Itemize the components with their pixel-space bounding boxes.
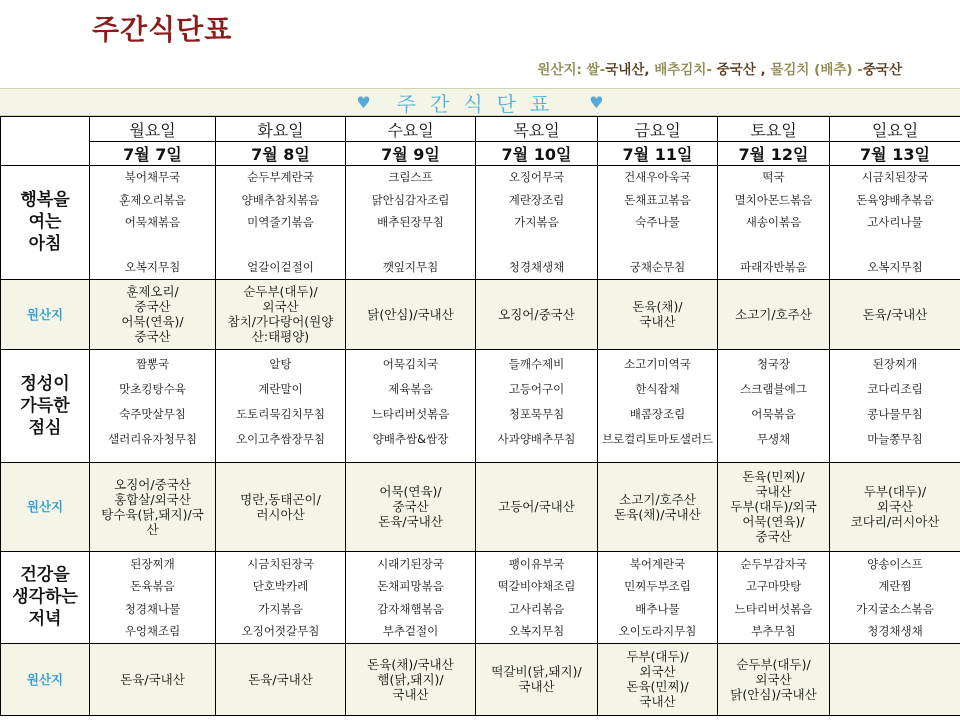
dish-item: 우엉채조림	[124, 624, 181, 638]
dish-item: 도토리묵김치무침	[236, 406, 325, 421]
dish-cell	[830, 349, 960, 462]
dish-item: 된장찌개	[130, 556, 175, 571]
origin-line: 순두부(대두)/	[736, 656, 811, 672]
origin-line: 햄(닭,돼지)/	[377, 671, 444, 687]
origin-note-rice: 국내산,	[605, 62, 650, 78]
dish-item: 고등어구이	[508, 381, 565, 396]
day-header: 일요일	[830, 117, 960, 142]
dish-item: 부추겉절이	[382, 624, 439, 638]
origin-cell	[346, 643, 476, 715]
origin-line: 두부(대두)/	[863, 484, 927, 499]
origin-line: 돈육(채)/국내산	[614, 506, 701, 522]
dinner-origin-row	[1, 643, 960, 715]
dish-item: 가지굴소스볶음	[856, 601, 934, 616]
breakfast-label	[1, 166, 90, 280]
dish-item: 건새우아욱국	[624, 170, 691, 184]
dish-cell	[90, 166, 216, 280]
day-header: 금요일	[598, 117, 718, 142]
dish-item: 오징어무국	[508, 170, 565, 184]
dish-item: 사과양배추무침	[497, 431, 576, 446]
dish-item: 감자채햄볶음	[377, 601, 444, 616]
dish-item: 짬뽕국	[135, 356, 170, 371]
lunch-label	[1, 349, 90, 462]
dish-item: 코다리조림	[867, 381, 923, 396]
dish-cell	[346, 349, 476, 462]
dish-cell	[830, 166, 960, 280]
origin-line: 참치/가다랑어(원양	[227, 314, 334, 329]
day-header: 토요일	[718, 117, 830, 142]
dish-item: 돈채표고볶음	[624, 192, 691, 207]
dish-cell	[598, 166, 718, 280]
dinner-row	[1, 551, 960, 643]
origin-cell	[598, 462, 718, 551]
origin-line: 중국산	[392, 499, 429, 514]
origin-line: 닭(안심)/국내산	[730, 686, 817, 702]
origin-cell	[718, 643, 830, 715]
origin-line: 외국산	[639, 664, 676, 679]
breakfast-row	[1, 166, 960, 280]
dish-item: 오복지무침	[124, 260, 181, 274]
origin-line: 돈육/국내산	[120, 671, 185, 687]
dish-item: 어묵볶음	[751, 406, 796, 421]
day-header-row	[1, 117, 960, 142]
dish-item: 샐러리유자청무침	[108, 431, 197, 446]
origin-cell	[90, 643, 216, 715]
dish-spacer	[718, 234, 829, 257]
origin-line: 산:태평양)	[251, 329, 310, 344]
origin-line: 소고기/호주산	[619, 491, 696, 507]
dish-cell	[598, 349, 718, 462]
dish-item: 청포묵무침	[508, 406, 565, 421]
date-header: 7월 13일	[830, 142, 960, 166]
origin-line: 국내산	[639, 314, 676, 329]
dish-item: 훈제오리볶음	[119, 192, 186, 207]
origin-line: 돈육(채)/국내산	[367, 656, 454, 672]
day-header: 수요일	[346, 117, 476, 142]
dish-item: 떡국	[762, 170, 785, 184]
dish-item: 시래기된장국	[377, 556, 444, 571]
origin-line: 순두부(대두)/	[243, 284, 318, 299]
label-line: 아침	[28, 234, 62, 255]
dish-item: 시금치된장국	[861, 170, 929, 184]
origin-cell	[830, 643, 960, 715]
origin-cell	[718, 279, 830, 349]
dinner-label	[1, 551, 90, 643]
origin-line: 외국산	[755, 671, 792, 687]
dish-item: 오징어젓갈무침	[241, 624, 320, 638]
dish-item: 미역줄기볶음	[247, 215, 314, 229]
day-header: 월요일	[90, 117, 216, 142]
dish-item: 고사리나물	[867, 215, 923, 229]
dish-spacer	[216, 234, 345, 257]
label-line: 원산지	[26, 671, 64, 687]
origin-line: 두부(대두)/외국	[730, 499, 817, 514]
dish-item: 양배추참치볶음	[241, 192, 320, 207]
dish-item: 스크램블에그	[740, 381, 807, 396]
dish-item: 계란말이	[258, 381, 303, 396]
dish-spacer	[90, 234, 215, 257]
dish-item: 북어채무국	[124, 170, 181, 184]
dish-item: 알탕	[269, 356, 292, 371]
origin-line: 떡갈비(닭,돼지)/	[491, 664, 582, 679]
origin-cell	[830, 462, 960, 551]
dish-item: 파래자반볶음	[740, 260, 807, 274]
origin-line: 국내산	[755, 484, 792, 499]
origin-cell	[476, 643, 598, 715]
dinner-origin-label	[1, 643, 90, 715]
origin-cell	[346, 279, 476, 349]
origin-cell	[216, 279, 346, 349]
dish-cell	[476, 166, 598, 280]
label-line: 원산지	[26, 499, 64, 514]
origin-line: 닭(안심)/국내산	[367, 306, 454, 322]
dish-item: 깻잎지무침	[382, 260, 439, 274]
dish-item: 소고기미역국	[624, 356, 691, 371]
day-header: 화요일	[216, 117, 346, 142]
dish-item: 돈육양배추볶음	[856, 192, 934, 207]
origin-line: 돈육(민찌)/	[626, 679, 689, 694]
dish-item: 배추된장무침	[377, 215, 444, 229]
dish-item: 배추나물	[635, 601, 680, 616]
dish-spacer	[598, 234, 717, 257]
origin-note-prefix: 원산지: 쌀-	[537, 62, 606, 78]
day-header: 목요일	[476, 117, 598, 142]
corner-cell	[1, 117, 90, 166]
dish-item: 단호박카레	[252, 579, 309, 593]
origin-note	[537, 58, 902, 78]
dish-item: 고구마맛탕	[745, 579, 802, 593]
dish-item: 순두부계란국	[247, 170, 314, 184]
dish-item: 양송이스프	[867, 556, 923, 571]
dish-item: 들깨수제비	[508, 356, 565, 371]
origin-line: 국내산	[392, 686, 429, 702]
origin-cell	[598, 643, 718, 715]
dish-item: 브로컬리토마토샐러드	[601, 431, 714, 446]
dish-item: 순두부감자국	[740, 556, 807, 571]
origin-line: 오징어/중국산	[114, 476, 191, 492]
dish-item: 오복지무침	[508, 624, 565, 638]
dish-cell	[346, 166, 476, 280]
dish-item: 마늘쫑무침	[867, 431, 923, 446]
dish-item: 가지볶음	[514, 215, 559, 229]
dish-item: 어묵김치국	[382, 356, 439, 371]
label-line: 행복을	[20, 190, 70, 211]
weekly-menu-table	[0, 116, 960, 716]
origin-cell	[216, 643, 346, 715]
date-header: 7월 12일	[718, 142, 830, 166]
lunch-origin-label	[1, 462, 90, 551]
dish-item: 가지볶음	[258, 601, 303, 616]
label-line: 생각하는	[12, 587, 78, 607]
dish-cell	[216, 551, 346, 643]
origin-line: 어묵(연육)/	[379, 484, 442, 499]
dish-item: 팽이유부국	[508, 556, 565, 571]
dish-item: 오이도라지무침	[618, 624, 697, 638]
origin-line: 중국산	[134, 299, 171, 314]
dish-item: 부추무침	[751, 624, 796, 638]
origin-line: 돈육/국내산	[378, 514, 443, 529]
label-line: 건강을	[20, 565, 70, 585]
dish-item: 느타리버섯볶음	[371, 406, 450, 421]
origin-line: 돈육(민찌)/	[742, 469, 805, 484]
date-header: 7월 8일	[216, 142, 346, 166]
dish-item: 북어계란국	[629, 556, 686, 571]
dish-item: 새송이볶음	[745, 215, 802, 229]
origin-line: 어묵(연육)/	[121, 314, 184, 329]
dish-cell	[598, 551, 718, 643]
dish-item: 청경채생채	[867, 624, 923, 638]
dish-item: 고사리볶음	[508, 601, 565, 616]
page-title: 주간식단표	[92, 13, 233, 46]
origin-line: 중국산	[755, 529, 792, 544]
origin-note-kimchi: 중국산 ,	[716, 62, 766, 78]
dish-item: 돈채피망볶음	[377, 579, 444, 593]
dish-item: 청경채생채	[508, 260, 565, 274]
dish-cell	[90, 349, 216, 462]
label-line: 원산지	[26, 306, 64, 322]
label-line: 점심	[28, 417, 62, 438]
dish-cell	[216, 166, 346, 280]
heart-icon: ♥	[356, 92, 371, 112]
origin-cell	[90, 279, 216, 349]
dish-cell	[346, 551, 476, 643]
dish-item: 청국장	[756, 356, 791, 371]
origin-cell	[718, 462, 830, 551]
lunch-origin-row	[1, 462, 960, 551]
origin-cell	[830, 279, 960, 349]
dish-item: 한식잡채	[635, 381, 680, 396]
dish-item: 민찌두부조림	[624, 579, 691, 593]
dish-item: 계란장조림	[508, 192, 565, 207]
dish-item: 궁채순무침	[629, 260, 686, 274]
origin-line: 홍합살/외국산	[114, 491, 191, 507]
dish-cell	[476, 551, 598, 643]
origin-line: 돈육(채)/	[632, 299, 683, 314]
dish-cell	[718, 166, 830, 280]
origin-line: 돈육/국내산	[862, 306, 928, 322]
dish-item: 제육볶음	[388, 381, 433, 396]
breakfast-origin-row	[1, 279, 960, 349]
dish-item: 시금치된장국	[247, 556, 314, 571]
dish-cell	[90, 551, 216, 643]
dish-item: 어묵채볶음	[124, 215, 181, 229]
date-header-row	[1, 142, 960, 166]
origin-line: 러시아산	[256, 506, 305, 522]
origin-line: 외국산	[876, 499, 914, 514]
origin-line: 산	[146, 521, 159, 537]
origin-note-water: 중국산	[862, 62, 902, 78]
date-header: 7월 9일	[346, 142, 476, 166]
origin-note-water-label: 물김치 (배추) -	[765, 62, 863, 78]
dish-item: 계란찜	[878, 579, 912, 593]
dish-item: 떡갈비야채조림	[497, 579, 576, 593]
dish-item: 숙주맛살무침	[119, 406, 186, 421]
dish-item: 맛초킹탕수육	[119, 381, 186, 396]
dish-cell	[718, 551, 830, 643]
dish-item: 오이고추쌈장무침	[236, 431, 325, 446]
dish-item: 돈육볶음	[130, 579, 175, 593]
origin-line: 훈제오리/	[126, 284, 179, 299]
dish-spacer	[830, 234, 960, 257]
dish-item: 무생채	[756, 431, 791, 446]
origin-line: 두부(대두)/	[626, 649, 689, 664]
dish-item: 얼갈이겉절이	[247, 260, 314, 274]
dish-item: 콩나물무침	[867, 406, 923, 421]
origin-cell	[476, 279, 598, 349]
date-header: 7월 10일	[476, 142, 598, 166]
origin-cell	[598, 279, 718, 349]
dish-cell	[830, 551, 960, 643]
origin-cell	[90, 462, 216, 551]
date-header: 7월 11일	[598, 142, 718, 166]
origin-line: 중국산	[134, 329, 171, 344]
dish-spacer	[346, 234, 475, 257]
label-line: 정성이	[20, 373, 70, 394]
dish-item: 숙주나물	[635, 215, 680, 229]
heart-icon: ♥	[589, 92, 604, 112]
date-header: 7월 7일	[90, 142, 216, 166]
label-line: 가득한	[20, 395, 70, 416]
dish-item: 크림스프	[388, 170, 433, 184]
origin-cell	[216, 462, 346, 551]
dish-item: 멸치아몬드볶음	[734, 192, 813, 207]
origin-note-kimchi-label: 배추김치-	[649, 62, 717, 78]
dish-item: 청경채나물	[124, 601, 181, 616]
origin-line: 탕수육(닭,돼지)/국	[101, 506, 204, 522]
origin-line: 명란,동태곤이/	[240, 491, 321, 507]
dish-spacer	[476, 234, 597, 257]
dish-cell	[216, 349, 346, 462]
dish-item: 양배추쌈&쌈장	[372, 431, 449, 446]
dish-item: 배콤장조림	[629, 406, 686, 421]
origin-line: 국내산	[639, 694, 676, 709]
origin-line: 국내산	[518, 679, 555, 694]
origin-cell	[476, 462, 598, 551]
dish-item: 오복지무침	[867, 260, 923, 274]
dish-item: 된장찌개	[872, 356, 918, 371]
origin-line: 오징어/중국산	[498, 306, 575, 322]
breakfast-origin-label	[1, 279, 90, 349]
label-line: 여는	[28, 212, 62, 233]
origin-line: 돈육/국내산	[248, 671, 313, 687]
origin-line: 어묵(연육)/	[742, 514, 805, 529]
lunch-row	[1, 349, 960, 462]
origin-line: 소고기/호주산	[735, 306, 812, 322]
origin-line: 외국산	[262, 299, 299, 314]
title-banner	[0, 88, 960, 116]
label-line: 저녁	[28, 609, 62, 629]
dish-cell	[718, 349, 830, 462]
origin-line: 코다리/러시아산	[850, 514, 940, 529]
origin-line: 고등어/국내산	[498, 499, 575, 514]
dish-item: 닭안심감자조림	[371, 192, 450, 207]
dish-item: 느타리버섯볶음	[734, 601, 813, 616]
origin-cell	[346, 462, 476, 551]
dish-cell	[476, 349, 598, 462]
banner-title: 주간식단표	[396, 91, 564, 116]
